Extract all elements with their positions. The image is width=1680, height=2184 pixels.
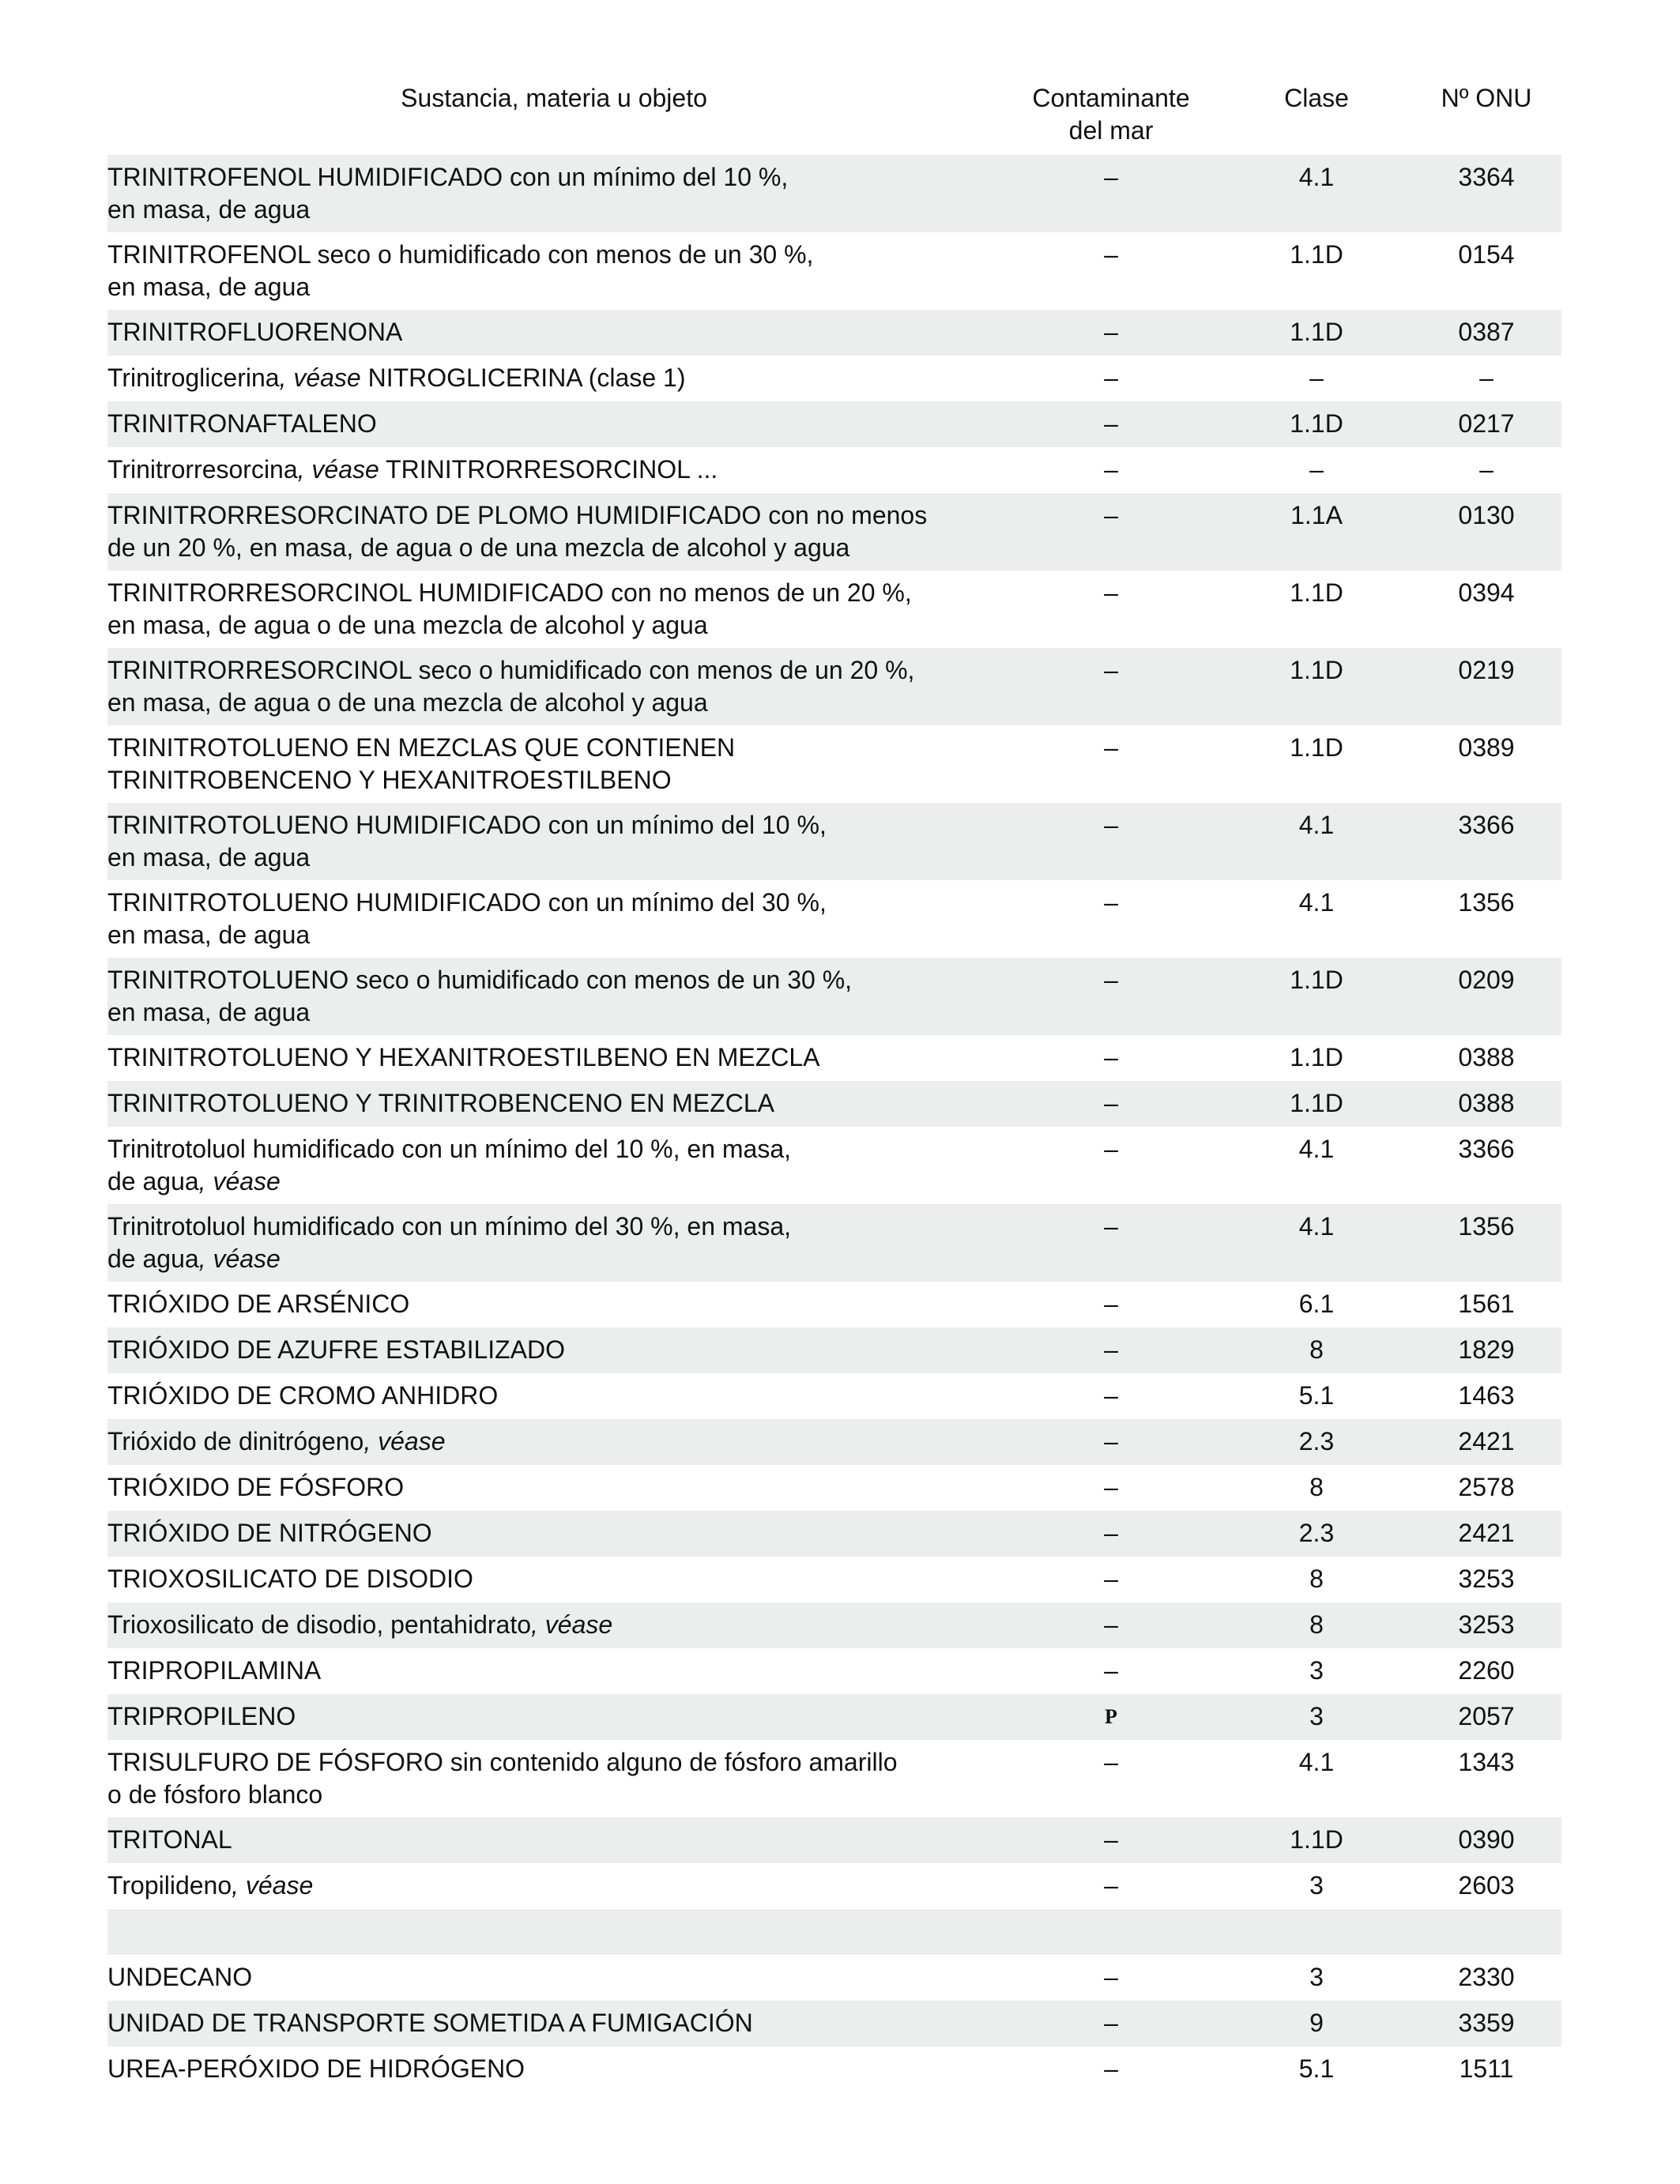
substance-name-continued: TRINITROBENCENO Y HEXANITROESTILBENO	[107, 766, 672, 794]
cell-un-number: 0154	[1458, 240, 1515, 269]
table-row	[107, 1373, 1561, 1419]
cell-class: 1.1D	[1290, 240, 1343, 269]
table-row	[107, 1909, 1561, 1955]
substance-name: TRINITROFENOL seco o humidificado con menos de un 30 %,	[107, 240, 814, 269]
cell-class: 1.1D	[1290, 656, 1343, 684]
substance-name: TRINITROTOLUENO Y TRINITROBENCENO EN MEZCLA	[107, 1089, 774, 1117]
document-page	[107, 82, 1561, 2092]
substance-name-continued: en masa, de agua o de una mezcla de alcohol y agua	[107, 688, 708, 717]
cell-marine-pollutant: –	[1104, 1963, 1118, 1991]
cell-un-number: 2421	[1458, 1427, 1515, 1455]
cell-class: 1.1D	[1290, 578, 1343, 607]
cell-un-number: 0130	[1458, 501, 1515, 529]
cell-un-number: 1463	[1458, 1381, 1515, 1410]
substance-name: UNIDAD DE TRANSPORTE SOMETIDA A FUMIGACIÓN	[107, 2009, 753, 2037]
cell-marine-pollutant: –	[1104, 1135, 1118, 1163]
cell-un-number: 1511	[1459, 2054, 1514, 2083]
substance-name: TRIPROPILAMINA	[107, 1656, 322, 1685]
cell-substance	[107, 1465, 1000, 1511]
table-row	[107, 1863, 1561, 1909]
substance-name: TRINITROTOLUENO HUMIDIFICADO con un mínimo del 10 %,	[107, 811, 827, 839]
substance-name: TRINITRORRESORCINOL seco o humidificado con menos de un 20 %,	[107, 656, 915, 684]
see-reference: , véase	[198, 1245, 281, 1273]
cell-marine-pollutant	[1000, 1909, 1222, 1955]
cell-class: 4.1	[1298, 1135, 1335, 1163]
cell-un-number: 3364	[1458, 163, 1515, 191]
cell-un-number: 0388	[1458, 1043, 1515, 1071]
substance-name: Trinitrotoluol humidificado con un mínimo del 10 %, en masa,	[107, 1135, 792, 1163]
substance-name: Trióxido de dinitrógeno	[107, 1427, 364, 1455]
cell-marine-pollutant: –	[1104, 1381, 1118, 1410]
table-row	[107, 1127, 1561, 1204]
cell-substance	[107, 1557, 1000, 1602]
cell-un-number: 2057	[1458, 1702, 1515, 1730]
cell-un-number: 3253	[1458, 1610, 1515, 1639]
substance-name: TRIPROPILENO	[107, 1702, 296, 1730]
substance-name-continued: de agua	[107, 1167, 199, 1196]
cell-marine-pollutant: –	[1104, 163, 1118, 191]
cell-substance	[107, 1127, 1000, 1204]
cell-marine-pollutant: –	[1104, 318, 1118, 346]
cell-un-number: 3366	[1458, 811, 1515, 839]
table-row	[107, 310, 1561, 356]
table-row	[107, 155, 1561, 232]
cell-marine-pollutant: –	[1104, 811, 1118, 839]
cell-class: 8	[1309, 1473, 1324, 1501]
cell-marine-pollutant: –	[1104, 240, 1118, 269]
table-row	[107, 1419, 1561, 1465]
cell-class: 4.1	[1298, 888, 1335, 917]
see-target: NITROGLICERINA (clase 1)	[360, 363, 686, 392]
cell-un-number: 3359	[1458, 2009, 1515, 2037]
cell-marine-pollutant: –	[1104, 1089, 1118, 1117]
cell-substance	[107, 232, 1000, 310]
cell-substance	[107, 1602, 1000, 1648]
header-marine-line2: del mar	[1068, 116, 1154, 145]
cell-un-number: 0209	[1458, 966, 1515, 994]
cell-un-number: 0388	[1458, 1089, 1515, 1117]
cell-marine-pollutant: P	[1105, 1705, 1117, 1728]
cell-class: 5.1	[1298, 1381, 1335, 1410]
table-row	[107, 1602, 1561, 1648]
cell-un-number: –	[1479, 455, 1494, 484]
cell-class: 1.1D	[1290, 1089, 1343, 1117]
cell-marine-pollutant: –	[1104, 1519, 1118, 1547]
substance-name: Trinitroglicerina	[107, 363, 280, 392]
cell-un-number: 0219	[1458, 656, 1515, 684]
cell-un-number: 0390	[1458, 1825, 1515, 1854]
substance-name: TRINITROTOLUENO HUMIDIFICADO con un mínimo del 30 %,	[107, 888, 827, 917]
cell-marine-pollutant: –	[1104, 455, 1118, 484]
table-row	[107, 880, 1561, 958]
cell-substance	[107, 1694, 1000, 1740]
cell-marine-pollutant: –	[1104, 1748, 1118, 1776]
substance-name-continued: o de fósforo blanco	[107, 1780, 323, 1809]
cell-marine-pollutant: –	[1104, 1610, 1118, 1639]
cell-class: 4.1	[1298, 163, 1335, 191]
substance-name: UNDECANO	[107, 1963, 253, 1991]
substance-name: TRIÓXIDO DE FÓSFORO	[107, 1473, 405, 1501]
substance-name-continued: en masa, de agua o de una mezcla de alcohol y agua	[107, 611, 708, 639]
substance-name: TRINITROTOLUENO Y HEXANITROESTILBENO EN MEZCLA	[107, 1043, 820, 1071]
cell-marine-pollutant: –	[1104, 1043, 1118, 1071]
cell-marine-pollutant: –	[1104, 1212, 1118, 1241]
table-row	[107, 232, 1561, 310]
table-row	[107, 1327, 1561, 1373]
cell-marine-pollutant: –	[1104, 578, 1118, 607]
cell-class: 8	[1309, 1335, 1324, 1364]
cell-class: 1.1D	[1290, 409, 1343, 438]
table-row	[107, 1511, 1561, 1557]
substance-name: Trinitrorresorcina	[107, 455, 298, 484]
table-body	[107, 155, 1561, 2092]
cell-marine-pollutant: –	[1104, 966, 1118, 994]
table-row	[107, 803, 1561, 880]
substance-name: TRITONAL	[107, 1825, 232, 1854]
cell-class: 2.3	[1298, 1427, 1335, 1455]
cell-un-number: 3366	[1458, 1135, 1515, 1163]
cell-un-number: 3253	[1458, 1565, 1515, 1593]
cell-class: 4.1	[1298, 1212, 1335, 1241]
cell-class: 9	[1309, 2009, 1324, 2037]
cell-class: 1.1D	[1290, 1825, 1343, 1854]
cell-substance	[107, 570, 1000, 648]
substance-name: TRINITROFENOL HUMIDIFICADO con un mínimo del 10 %,	[107, 163, 789, 191]
cell-class: 4.1	[1298, 811, 1335, 839]
cell-class: 8	[1309, 1610, 1324, 1639]
table-header	[107, 82, 1561, 155]
see-target: TRINITRORRESORCINOL ...	[379, 455, 718, 484]
cell-marine-pollutant: –	[1104, 1427, 1118, 1455]
substance-name-continued: de agua	[107, 1245, 199, 1273]
cell-marine-pollutant: –	[1104, 501, 1118, 529]
cell-un-number: 2260	[1458, 1656, 1515, 1685]
cell-substance	[107, 1282, 1000, 1327]
table-row	[107, 958, 1561, 1035]
cell-un-number: 0389	[1458, 733, 1515, 762]
cell-marine-pollutant: –	[1104, 363, 1118, 392]
substance-name: Trinitrotoluol humidificado con un mínimo del 30 %, en masa,	[107, 1212, 792, 1241]
see-reference: , véase	[363, 1427, 446, 1455]
cell-un-number: 1356	[1458, 888, 1515, 917]
header-un-number: Nº ONU	[1441, 84, 1532, 112]
table-row	[107, 1035, 1561, 1081]
substance-name: TRINITROTOLUENO EN MEZCLAS QUE CONTIENEN	[107, 733, 736, 762]
cell-substance	[107, 1955, 1000, 2001]
table-row	[107, 2001, 1561, 2047]
cell-substance	[107, 2001, 1000, 2047]
cell-class: 1.1D	[1290, 1043, 1343, 1071]
cell-class: 4.1	[1298, 1748, 1335, 1776]
cell-un-number: 0217	[1458, 409, 1515, 438]
cell-marine-pollutant: –	[1104, 733, 1118, 762]
cell-substance	[107, 1740, 1000, 1817]
table-row	[107, 1465, 1561, 1511]
table-row	[107, 1955, 1561, 2001]
cell-class	[1222, 1909, 1411, 1955]
cell-un-number: 2578	[1458, 1473, 1515, 1501]
cell-class: 3	[1309, 1656, 1324, 1685]
cell-un-number: 1356	[1458, 1212, 1515, 1241]
substance-name-continued: en masa, de agua	[107, 921, 311, 949]
substance-name: UREA-PERÓXIDO DE HIDRÓGENO	[107, 2054, 525, 2083]
cell-class: –	[1309, 455, 1324, 484]
table-row	[107, 1817, 1561, 1863]
cell-class: 2.3	[1298, 1519, 1335, 1547]
cell-substance	[107, 155, 1000, 232]
cell-class: 1.1D	[1290, 966, 1343, 994]
table-row	[107, 570, 1561, 648]
substance-name: TRIÓXIDO DE NITRÓGENO	[107, 1519, 432, 1547]
cell-substance	[107, 356, 1000, 401]
cell-substance	[107, 1863, 1000, 1909]
cell-class: 1.1A	[1290, 501, 1343, 529]
cell-marine-pollutant: –	[1104, 1473, 1118, 1501]
table-row	[107, 1740, 1561, 1817]
table-row	[107, 356, 1561, 401]
cell-substance	[107, 2047, 1000, 2092]
cell-substance	[107, 310, 1000, 356]
cell-marine-pollutant: –	[1104, 1335, 1118, 1364]
cell-marine-pollutant: –	[1104, 409, 1118, 438]
cell-un-number: 1829	[1458, 1335, 1515, 1364]
cell-class: 3	[1309, 1871, 1324, 1900]
header-class: Clase	[1284, 84, 1349, 112]
substance-name: TRIOXOSILICATO DE DISODIO	[107, 1565, 473, 1593]
cell-substance	[107, 1648, 1000, 1694]
substance-name-continued: en masa, de agua	[107, 843, 311, 872]
cell-un-number: 1561	[1458, 1290, 1515, 1318]
cell-marine-pollutant: –	[1104, 888, 1118, 917]
see-reference: , véase	[531, 1610, 613, 1639]
cell-substance	[107, 880, 1000, 958]
cell-un-number: 1343	[1458, 1748, 1515, 1776]
table-row	[107, 1557, 1561, 1602]
cell-un-number: 2421	[1458, 1519, 1515, 1547]
substance-name: TRIÓXIDO DE CROMO ANHIDRO	[107, 1381, 499, 1410]
substance-name-continued: en masa, de agua	[107, 273, 311, 301]
cell-substance	[107, 447, 1000, 493]
cell-substance	[107, 958, 1000, 1035]
cell-marine-pollutant: –	[1104, 1565, 1118, 1593]
substance-name-continued: en masa, de agua	[107, 195, 311, 224]
substance-name: TRINITROTOLUENO seco o humidificado con menos de un 30 %,	[107, 966, 853, 994]
table-row	[107, 1694, 1561, 1740]
substance-name: TRIÓXIDO DE ARSÉNICO	[107, 1290, 410, 1318]
cell-substance	[107, 725, 1000, 803]
see-reference: , véase	[297, 455, 379, 484]
cell-substance	[107, 493, 1000, 570]
cell-marine-pollutant: –	[1104, 1656, 1118, 1685]
cell-class: –	[1309, 363, 1324, 392]
cell-marine-pollutant: –	[1104, 656, 1118, 684]
cell-class: 1.1D	[1290, 733, 1343, 762]
substance-name: Tropilideno	[107, 1871, 232, 1900]
cell-substance	[107, 1327, 1000, 1373]
table-row	[107, 725, 1561, 803]
header-substance: Sustancia, materia u objeto	[401, 84, 707, 112]
cell-substance	[107, 1817, 1000, 1863]
cell-substance	[107, 1204, 1000, 1282]
table-row	[107, 1282, 1561, 1327]
table-row	[107, 493, 1561, 570]
substance-name: TRINITRORRESORCINOL HUMIDIFICADO con no menos de un 20 %,	[107, 578, 912, 607]
cell-substance	[107, 648, 1000, 725]
see-reference: , véase	[279, 363, 361, 392]
cell-substance	[107, 1419, 1000, 1465]
cell-un-number	[1411, 1909, 1561, 1955]
header-marine-pollutant	[1000, 82, 1222, 155]
table-row	[107, 2047, 1561, 2092]
cell-substance	[107, 1511, 1000, 1557]
substance-name: TRINITRONAFTALENO	[107, 409, 377, 438]
cell-class: 5.1	[1298, 2054, 1335, 2083]
see-reference: , véase	[198, 1167, 281, 1196]
cell-class: 3	[1309, 1702, 1324, 1730]
cell-class: 8	[1309, 1565, 1324, 1593]
substance-name: TRISULFURO DE FÓSFORO sin contenido alguno de fósforo amarillo	[107, 1748, 898, 1776]
substance-name-continued: de un 20 %, en masa, de agua o de una mezcla de alcohol y agua	[107, 533, 850, 562]
cell-substance	[107, 803, 1000, 880]
cell-substance	[107, 1909, 1000, 1955]
cell-un-number: 2603	[1458, 1871, 1515, 1900]
cell-un-number: 0387	[1458, 318, 1515, 346]
cell-substance	[107, 401, 1000, 447]
cell-substance	[107, 1035, 1000, 1081]
substance-name-continued: en masa, de agua	[107, 998, 311, 1026]
see-reference: , véase	[232, 1871, 314, 1900]
substance-name: TRINITRORRESORCINATO DE PLOMO HUMIDIFICADO con no menos	[107, 501, 928, 529]
cell-class: 3	[1309, 1963, 1324, 1991]
cell-class: 1.1D	[1290, 318, 1343, 346]
cell-marine-pollutant: –	[1104, 1825, 1118, 1854]
table-row	[107, 648, 1561, 725]
substance-name: Trioxosilicato de disodio, pentahidrato	[107, 1610, 532, 1639]
table-row	[107, 447, 1561, 493]
table-row	[107, 1081, 1561, 1127]
cell-substance	[107, 1081, 1000, 1127]
cell-un-number: 2330	[1458, 1963, 1515, 1991]
substance-name: TRINITROFLUORENONA	[107, 318, 403, 346]
cell-substance	[107, 1373, 1000, 1419]
cell-marine-pollutant: –	[1104, 2009, 1118, 2037]
table-row	[107, 1204, 1561, 1282]
cell-class: 6.1	[1298, 1290, 1335, 1318]
cell-marine-pollutant: –	[1104, 2054, 1118, 2083]
cell-un-number: 0394	[1458, 578, 1515, 607]
substance-name: TRIÓXIDO DE AZUFRE ESTABILIZADO	[107, 1335, 566, 1364]
cell-marine-pollutant: –	[1104, 1290, 1118, 1318]
table-row	[107, 1648, 1561, 1694]
header-marine-line1: Contaminante	[1032, 84, 1190, 112]
cell-un-number: –	[1479, 363, 1494, 392]
cell-marine-pollutant: –	[1104, 1871, 1118, 1900]
table-row	[107, 401, 1561, 447]
